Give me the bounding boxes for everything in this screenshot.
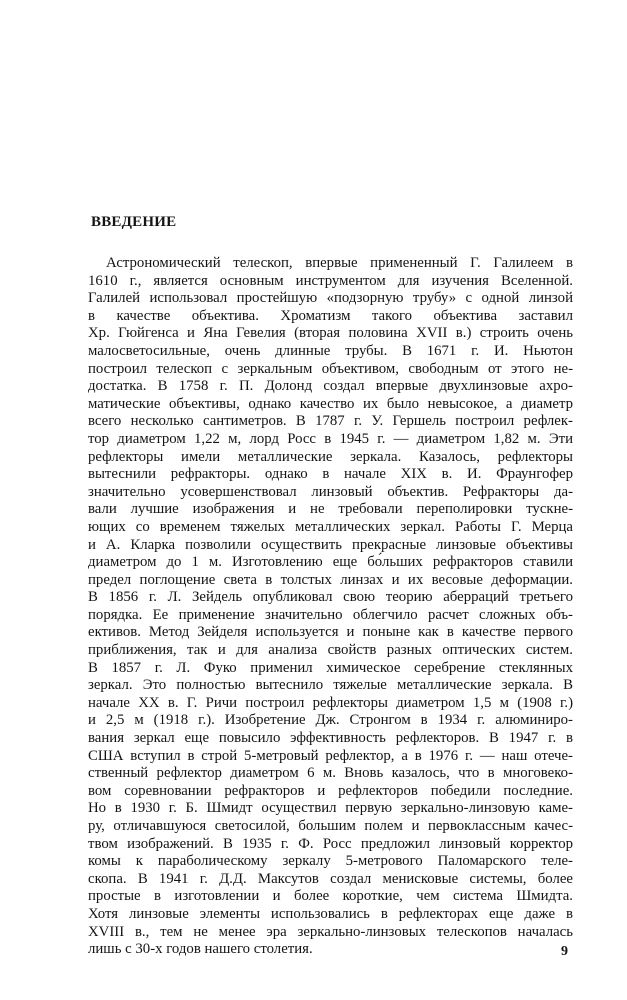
text-line: в качестве объектива. Хроматизм такого объектива заставил [88, 307, 573, 324]
text-line: Хотя линзовые элементы использовались в рефлекторах еще даже в [88, 905, 573, 922]
text-line: построил телескоп с зеркальным объективом, свободным от этого не- [88, 360, 573, 377]
text-line: Хр. Гюйгенса и Яна Гевелия (вторая половина XVII в.) строить очень [88, 325, 573, 342]
text-line: ственный рефлектор диаметром 6 м. Вновь казалось, что в многовеко- [88, 765, 573, 782]
text-line: начале XX в. Г. Ричи построил рефлекторы диаметром 1,5 м (1908 г.) [88, 694, 573, 711]
text-line: тор диаметром 1,22 м, лорд Росс в 1945 г. — диаметром 1,82 м. Эти [88, 430, 573, 447]
text-line: приближения, так и для анализа свойств разных оптических систем. [88, 642, 573, 659]
text-line: Галилей использовал простейшую «подзорную трубу» с одной линзой [88, 290, 573, 307]
text-line: твом изображений. В 1935 г. Ф. Росс предложил линзовый корректор [88, 835, 573, 852]
text-line: и 2,5 м (1918 г.). Изобретение Дж. Стронгом в 1934 г. алюминиро- [88, 712, 573, 729]
page-number: 9 [561, 944, 568, 959]
text-line: рефлекторы имели металлические зеркала. Казалось, рефлекторы [88, 448, 573, 465]
text-line: значительно усовершенствовал линзовый объектив. Рефракторы да- [88, 483, 573, 500]
text-line: диаметром до 1 м. Изготовлению еще бо́льших рефракторов ставили [88, 554, 573, 571]
text-line: зеркал. Это полностью вытеснило тяжелые металлические зеркала. В [88, 677, 573, 694]
text-line: XVIII в., тем не менее эра зеркально-линзовых телескопов началась [88, 923, 573, 940]
text-line: вом соревновании рефракторов и рефлекторов победили последние. [88, 782, 573, 799]
text-line: вытеснили рефракторы. однако в начале XIX в. И. Фраунгофер [88, 466, 573, 483]
text-line: вания зеркал еще повысило эффективность рефлекторов. В 1947 г. в [88, 730, 573, 747]
text-line: порядка. Ее применение значительно облегчило расчет сложных объ- [88, 606, 573, 623]
text-line: Но в 1930 г. Б. Шмидт осуществил первую зеркально-линзовую каме- [88, 800, 573, 817]
text-line: лишь с 30-х годов нашего столетия. [88, 941, 313, 958]
body-text [88, 255, 573, 959]
text-line: вали лучшие изображения и не требовали переполировки тускне- [88, 501, 573, 518]
text-line: и А. Кларка позволили осуществить прекрасные линзовые объективы [88, 536, 573, 553]
text-line: комы к параболическому зеркалу 5-метрового Паломарского теле- [88, 853, 573, 870]
text-line: США вступил в строй 5-метровый рефлектор, а в 1976 г. — наш отече- [88, 747, 573, 764]
text-line: В 1857 г. Л. Фуко применил химическое серебрение стеклянных [88, 659, 573, 676]
text-line: простые в изготовлении и более короткие, чем система Шмидта. [88, 888, 573, 905]
text-line: ективов. Метод Зейделя используется и поныне как в качестве первого [88, 624, 573, 641]
text-line: Астрономический телескоп, впервые примененный Г. Галилеем в [106, 255, 573, 271]
chapter-heading: ВВЕДЕНИЕ [91, 214, 177, 230]
text-line: всего несколько сантиметров. В 1787 г. У. Гершель построил рефлек- [88, 413, 573, 430]
text-line: ющих со временем тяжелых металлических зеркал. Работы Г. Мерца [88, 518, 573, 535]
text-line: достатка. В 1758 г. П. Долонд создал впервые двухлинзовые ахро- [88, 378, 573, 395]
text-line: матические объективы, однако качество их было невысокое, а диаметр [88, 395, 573, 412]
text-line: скопа. В 1941 г. Д.Д. Максутов создал менисковые системы, более [88, 870, 573, 887]
text-line: 1610 г., является основным инструментом для изучения Вселенной. [88, 272, 573, 289]
text-line: В 1856 г. Л. Зейдель опубликовал свою теорию аберраций третьего [88, 589, 573, 606]
text-line: малосветосильные, очень длинные трубы. В 1671 г. И. Ньютон [88, 342, 573, 359]
text-line: предел поглощение света в толстых линзах и их весовые деформации. [88, 571, 573, 588]
text-line: ру, отличавшуюся светосилой, большим полем и первоклассным качес- [88, 818, 573, 834]
